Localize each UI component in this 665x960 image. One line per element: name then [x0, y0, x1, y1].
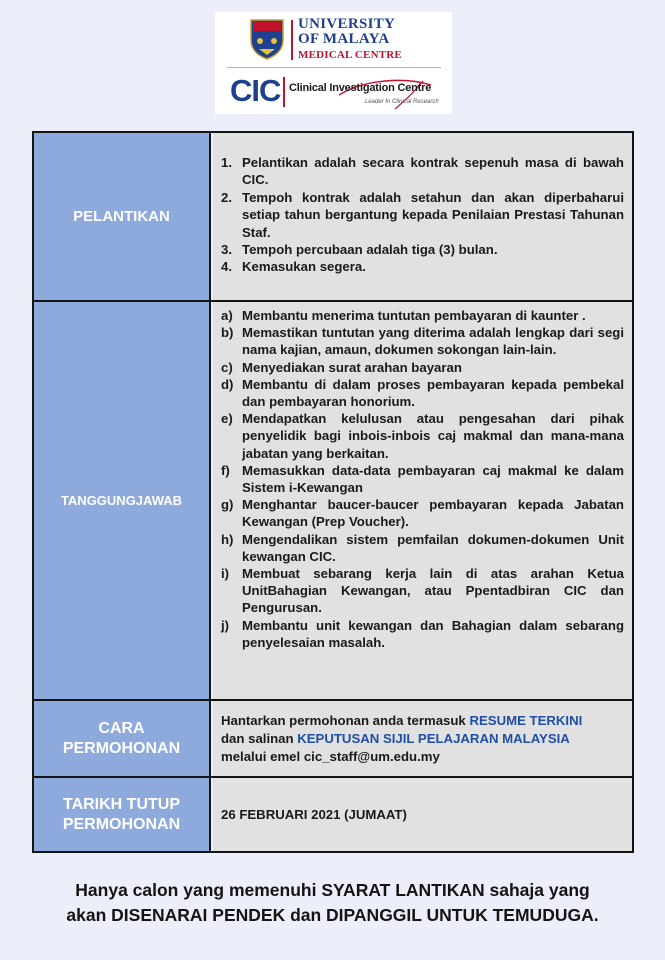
list-item-text: Kemasukan segera. — [242, 259, 366, 275]
label-tarikh-line1: TARIKH TUTUP — [62, 795, 181, 813]
cara-text-part1: Hantarkan permohonan anda termasuk — [221, 713, 466, 728]
content-pelantikan — [213, 133, 632, 300]
tanggungjawab-item — [221, 496, 624, 530]
tanggungjawab-item — [221, 410, 624, 462]
list-item-text: Menyediakan surat arahan bayaran — [242, 359, 462, 375]
list-item-text: Membantu menerima tuntutan pembayaran di kaunter . — [242, 308, 586, 323]
tanggungjawab-item — [221, 376, 624, 410]
cara-line2 — [221, 730, 624, 748]
cic-divider-line — [283, 77, 285, 107]
row-tarikh-tutup — [34, 778, 632, 851]
cic-tagline: Leader In Clinical Research — [365, 99, 439, 105]
list-marker: h) — [221, 531, 234, 547]
pelantikan-item — [221, 258, 624, 275]
label-cara-permohonan — [34, 701, 211, 776]
label-cara-line1: CARA — [98, 719, 145, 737]
pelantikan-item — [221, 154, 624, 189]
logo-divider-line — [291, 20, 293, 60]
tanggungjawab-item — [221, 359, 624, 376]
list-item-text: Menghantar baucer-baucer pembayaran kepada Jabatan Kewangan (Prep Voucher). — [242, 497, 624, 530]
list-marker: 4. — [221, 259, 232, 275]
label-cara-line2: PERMOHONAN — [62, 739, 181, 757]
list-item-text: Pelantikan adalah secara kontrak sepenuh masa di bawah CIC. — [242, 155, 624, 188]
footer-notice — [0, 878, 665, 928]
footer-line2: akan DISENARAI PENDEK dan DIPANGGIL UNTUK TEMUDUGA. — [66, 905, 599, 925]
footer-line1: Hanya calon yang memenuhi SYARAT LANTIKAN sahaja yang — [75, 880, 590, 900]
tanggungjawab-item — [221, 565, 624, 617]
label-tanggungjawab: TANGGUNGJAWAB — [34, 302, 211, 699]
list-marker: 2. — [221, 189, 232, 205]
closing-date: 26 FEBRUARI 2021 (JUMAAT) — [221, 807, 407, 822]
tanggungjawab-item — [221, 324, 624, 358]
list-item-text: Mendapatkan kelulusan atau pengesahan dari pihak penyelidik bagi inbois-inbois caj makmal dan mana-mana jabatan yang berkaitan. — [242, 411, 624, 461]
label-tarikh-line2: PERMOHONAN — [62, 815, 181, 833]
cic-name: Clinical Investigation Centre — [289, 82, 432, 94]
list-item-text: Tempoh kontrak adalah setahun dan akan diperbaharui setiap tahun bergantung kepada Penilaian Prestasi Tahunan Staf. — [242, 189, 624, 240]
tanggungjawab-item — [221, 307, 624, 324]
label-tarikh-tutup — [34, 778, 211, 851]
um-wordmark-line3: MEDICAL CENTRE — [298, 49, 402, 61]
row-tanggungjawab — [34, 302, 632, 701]
list-marker: d) — [221, 376, 234, 392]
label-pelantikan: PELANTIKAN — [34, 133, 211, 300]
list-marker: c) — [221, 359, 233, 375]
job-info-table — [32, 131, 634, 853]
cara-text-part2: dan salinan — [221, 731, 294, 746]
um-crest-icon — [249, 18, 285, 60]
cara-line1 — [221, 712, 624, 730]
tanggungjawab-item — [221, 462, 624, 496]
content-cara-permohonan — [213, 701, 632, 776]
list-marker: f) — [221, 462, 230, 478]
cic-logo-mark: CIC — [230, 73, 281, 108]
tanggungjawab-item — [221, 531, 624, 565]
list-item-text: Membantu di dalam proses pembayaran kepada pembekal dan pembayaran honorium. — [242, 376, 624, 410]
logo-separator — [227, 67, 441, 68]
header-logo-block — [215, 12, 452, 114]
row-cara-permohonan — [34, 701, 632, 778]
um-wordmark-line2: OF MALAYA — [298, 31, 390, 47]
pelantikan-item — [221, 189, 624, 241]
list-marker: g) — [221, 497, 234, 513]
list-item-text: Membantu unit kewangan dan Bahagian dalam sebarang penyelesaian masalah. — [242, 617, 624, 650]
tanggungjawab-item — [221, 617, 624, 651]
row-pelantikan — [34, 133, 632, 302]
um-wordmark — [298, 17, 448, 63]
list-marker: a) — [221, 308, 233, 323]
list-marker: j) — [221, 617, 230, 633]
list-item-text: Tempoh percubaan adalah tiga (3) bulan. — [242, 242, 498, 258]
list-item-text: Membuat sebarang kerja lain di atas arahan Ketua UnitBahagian Kewangan, atau Ppentadbiran CIC dan Pengurusan. — [242, 566, 624, 616]
list-item-text: Memasukkan data-data pembayaran caj makmal ke dalam Sistem i-Kewangan — [242, 462, 624, 496]
cic-swoosh-icon — [335, 75, 435, 113]
list-marker: e) — [221, 411, 233, 427]
list-marker: 3. — [221, 242, 232, 258]
content-tanggungjawab — [213, 302, 632, 699]
list-item-text: Memastikan tuntutan yang diterima adalah lengkap dari segi nama kajian, amaun, dokumen sokongan lain-lain. — [242, 325, 624, 358]
list-marker: i) — [221, 566, 230, 582]
pelantikan-item — [221, 241, 624, 258]
pelantikan-list — [221, 154, 624, 276]
list-marker: 1. — [221, 155, 232, 170]
content-tarikh-tutup — [213, 778, 632, 851]
list-item-text: Mengendalikan sistem pemfailan dokumen-dokumen Unit kewangan CIC. — [242, 531, 624, 564]
highlight-spm: KEPUTUSAN SIJIL PELAJARAN MALAYSIA — [297, 731, 570, 746]
um-wordmark-line1: UNIVERSITY — [298, 16, 396, 32]
tanggungjawab-list — [221, 307, 624, 651]
list-marker: b) — [221, 325, 234, 341]
cara-line3: melalui emel cic_staff@um.edu.my — [221, 749, 440, 764]
highlight-resume: RESUME TERKINI — [469, 713, 583, 728]
